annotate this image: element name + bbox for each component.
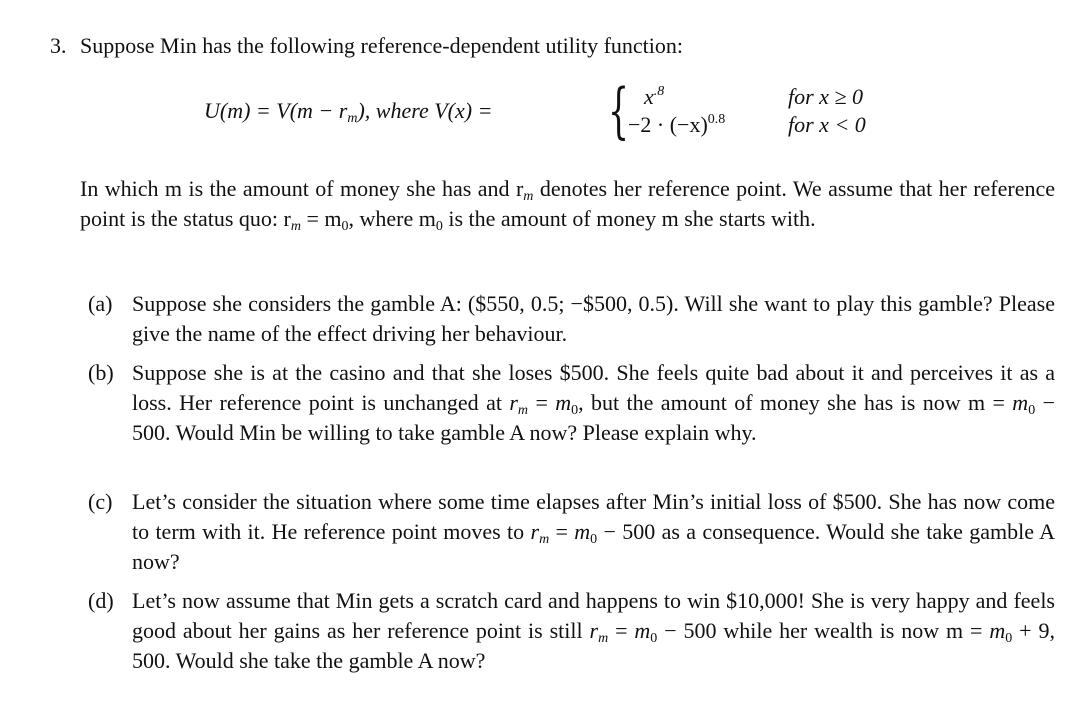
setup-paragraph: In which m is the amount of money she has and $r_m$ denotes her reference point. We assume that her reference point is the status quo: $r_m = m_0$, where $m_0$ is the amount of money m she starts with. — [80, 176, 1055, 234]
part-d-label: (d) — [88, 588, 114, 613]
part-b-text: Suppose she is at the casino and that she loses $500. She feels quite bad about it and perceives it as a loss. Her reference point is unchanged at $r_m = m_0$, but the amount of money she has is now $m = m_0 - 500$. Would Min be willing to take gamble A now? Please explain why. — [132, 360, 1055, 445]
part-b-label: (b) — [88, 360, 114, 385]
utility-formula — [204, 76, 924, 146]
formula-lhs: $U(m) = V(m - r_m)$, where V(x) = — [204, 98, 493, 126]
part-d-text: Let’s now assume that Min gets a scratch card and happens to win $10,000! She is very happy and feels good about her gains as her reference point is still $r_m = m_0 - 500$ while her wealth is now $m = m_0 + 9$, 500. Would she take the gamble A now? — [132, 588, 1055, 673]
formula-case1-condition: for x ≥ 0 — [788, 84, 864, 109]
part-c-text: Let’s consider the situation where some time elapses after Min’s initial loss of $500. She has now come to term with it. He reference point moves to $r_m = m_0 - 500$ as a consequence. Would she take gamble A now? — [132, 489, 1055, 574]
formula-case2-expression: $-2 \cdot (-x)^{0.8}$ — [628, 112, 726, 137]
part-a-text: Suppose she considers the gamble A: ($550, 0.5; −$500, 0.5). Will she want to play this gamble? Please give the name of the effect driving her behaviour. — [132, 291, 1055, 346]
question-intro: Suppose Min has the following reference-dependent utility function: — [80, 33, 684, 58]
part-a-label: (a) — [88, 291, 113, 316]
question-number: 3. — [50, 33, 67, 58]
part-c-label: (c) — [88, 489, 113, 514]
formula-case1-expression: $x^{.8}$ — [644, 84, 665, 109]
formula-brace: { — [608, 76, 630, 146]
formula-case2-condition: for x < 0 — [788, 112, 866, 137]
